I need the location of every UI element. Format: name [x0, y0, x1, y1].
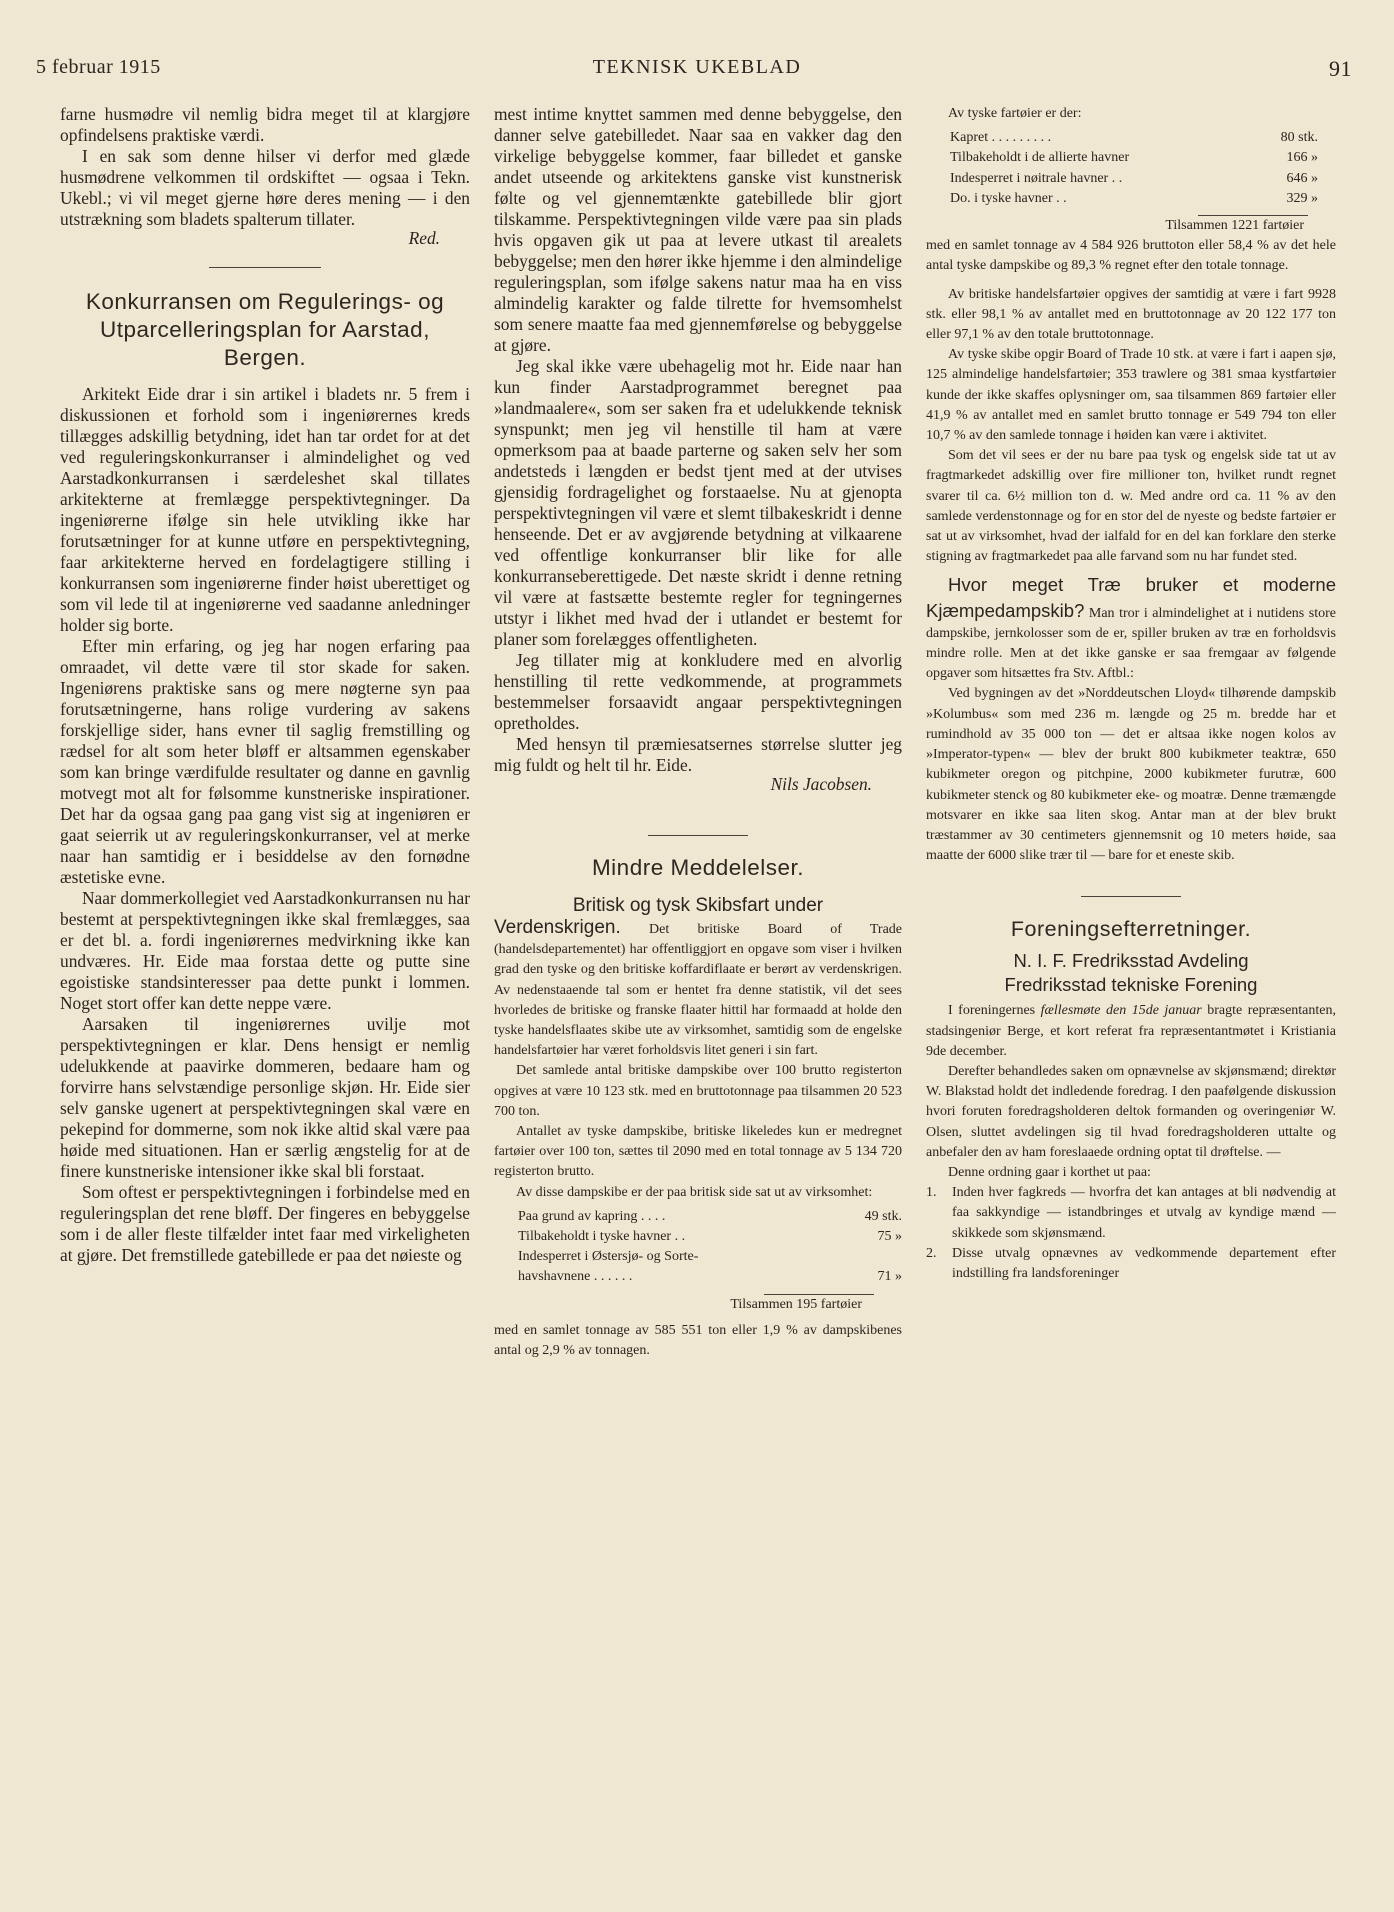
table-row-dots: . . . . . . — [590, 1269, 633, 1285]
paragraph: farne husmødre vil nemlig bidra meget til at klargjøre opfindelsens praktiske værdi. — [60, 104, 470, 145]
section-divider — [1081, 896, 1181, 897]
list-item-number: 2. — [926, 1245, 937, 1261]
table-row-value: 329 » — [1286, 190, 1318, 206]
table-row — [518, 1267, 902, 1287]
table-row-dots: . . — [1052, 190, 1067, 206]
paragraph: Ved bygningen av det »Norddeutschen Lloyd« tilhørende dampskib »Kolumbus« som med 236 m. længde og 25 m. bredde har et rumindhold av 35 000 ton — det er altsaa ikke nogen kolos av »Imperator-typen« — blev der brukt 800 kubikmeter teaktræ, 650 kubikmeter oregon og pitchpine, 2000 kubikmeter furutræ, 600 kubikmeter stenck og 80 kubikmeter eke- og moatræ. Denne træmængde motsvarer en ikke saa liten skog. Antar man at der blev brukt træstammer av 30 centimeters gjennemsnit og 10 meters høide, saa maatte der 6000 slike trær til — bare for et eneste skib. — [926, 686, 1336, 864]
table-row-label: Kapret — [950, 130, 989, 146]
german-ship-table — [926, 128, 1336, 209]
paragraph: Som det vil sees er der nu bare paa tysk og engelsk side tat ut av fragtmarkedet adskillig over fire millioner ton, hvilket rundt regnet svarer til ca. 6½ million ton d. w. Med andre ord ca. 11 % av den samlede verdenstonnage og for en stor del de nyeste og bedste fartøier er sat ut av virksomhet, hvad der ialfald for en del kan forklare den sterke stigning av fragtmarkedet paa alle farvand som nu har fundet sted. — [926, 448, 1336, 565]
subsection-title-runin: Verdenskrigen. — [494, 917, 621, 938]
table-row — [518, 1207, 902, 1227]
table-total: Tilsammen 1221 fartøier — [1165, 218, 1304, 234]
paragraph: Med hensyn til præmiesatsernes størrelse slutter jeg mig fuldt og helt til hr. Eide. — [494, 734, 902, 775]
table-row — [518, 1227, 902, 1247]
paragraph: Av disse dampskibe er der paa britisk side sat ut av virksomhet: — [516, 1184, 873, 1200]
list-item-number: 1. — [926, 1185, 937, 1201]
subsection-title: Fredriksstad tekniske Forening — [1004, 974, 1258, 996]
paragraph: mest intime knyttet sammen med denne bebyggelse, den danner selve gatebilledet. Naar saa en vakker dag den virkelige bebyggelse kommer, faar billedet et ganske andet utseende og arkitektens ganske vist kunstnerisk følte og vel gjennemtænkte gatebillede blir gjort tilskamme. Perspektivtegningen vilde være paa sin plads hvis opgaven gik ut paa at levere utkast til arealets bebyggelse; men den hører ikke hjemme i den almindelige reguleringsplan, som ifølge sakens natur maa ha en viss almindelig karakter og falde tilrette for hvemsomhelst som senere maatte faa med gjennemførelse og bebyggelse at gjøre. — [494, 104, 902, 355]
table-row-value: 166 » — [1286, 150, 1318, 166]
table-row-label: Do. i tyske havner — [950, 190, 1053, 206]
table-row-value: 75 » — [877, 1229, 902, 1245]
table-row — [950, 148, 1318, 168]
section-divider — [209, 267, 321, 268]
paragraph: Av tyske skibe opgir Board of Trade 10 stk. at være i fart i aapen sjø, 125 almindelige handelsfartøier; 353 trawlere og 381 smaa kystfartøier kunde der ikke skaffes oplysninger om, saa tilsammen 869 fartøier eller 41,9 % av antallet med en samlet brutto tonnage er 549 794 ton eller 10,7 % av den samlede tonnage i høiden kan være i aktivitet. — [926, 347, 1336, 444]
table-row-label: Paa grund av kapring — [518, 1208, 638, 1224]
paragraph: Antallet av tyske dampskibe, britiske likeledes kun er medregnet fartøier over 100 ton, sættes til 2090 med en total tonnage av 5 134 720 registerton brutto. — [494, 1124, 902, 1180]
paragraph-text: bragte repræsentanten, stadsingeniør Berge, et kort referat fra repræsentantmøtet i Kristiania 9de december. — [926, 1003, 1336, 1059]
issue-date: 5 februar 1915 — [36, 56, 161, 78]
table-row-value: 646 » — [1286, 170, 1318, 186]
paragraph: Efter min erfaring, og jeg har nogen erfaring paa omraadet, vil dette være til stor skade for saken. Ingeniørens praktiske sans og mere nøgterne syn paa forutsætningerne, hans rolige vurdering av sakens forskjellige sider, hans evner til saglig fremstilling og rædsel for alt som heter bløff er altsammen egenskaber som kan bringe værdifulde resultater og danne en gavnlig motvegt mot alt for følsomme kunstneriske inspirationer. Det har da ogsaa gang paa gang vist sig at ingeniøren er gaat seierrik ut av reguleringskonkurranser, vel at merke naar han samtidig er i besiddelse av den fornødne æstetiske evne. — [60, 636, 470, 887]
article-title: Konkurransen om Regulerings- og Utparcelleringsplan for Aarstad, Bergen. — [85, 289, 445, 370]
paragraph: Naar dommerkollegiet ved Aarstadkonkurransen nu har bestemt at perspektivtegningen ikke skal fremlægges, saa er det bl. a. fordi ingeniørernes medvirkning ikke kan undværes. Hr. Eide maa forstaa dette og putte sine egoistiske standsinteresser paa dette punkt i lommen. Noget stort offer kan dette neppe være. — [60, 888, 470, 1013]
subsection-title: N. I. F. Fredriksstad Avdeling — [1013, 950, 1249, 972]
section-title: Mindre Meddelelser. — [591, 855, 805, 880]
list-item — [926, 1244, 1336, 1284]
column-2 — [494, 104, 902, 1894]
paragraph: Denne ordning gaar i korthet ut paa: — [948, 1164, 1151, 1180]
table-row-dots: . . . . . . . . . — [988, 130, 1052, 146]
table-row — [950, 169, 1318, 189]
paragraph: med en samlet tonnage av 585 551 ton eller 1,9 % av dampskibenes antal og 2,9 % av tonnagen. — [494, 1322, 902, 1359]
table-row-label: Indesperret i nøitrale havner — [950, 170, 1109, 186]
paragraph: Jeg skal ikke være ubehagelig mot hr. Eide naar han kun finder Aarstadprogrammet beregnet paa »landmaalere«, som ser saken fra et udelukkende teknisk synspunkt; men jeg vil henstille til ham at være opmerksom paa at baade parterne og saken selv her som andetsteds i længden er bedst tjent med at der utvises gjensidig fordragelighet og forstaaelse. Nu at gjenopta perspektivtegningen vil være et slemt tilbakeskridt i denne henseende. Det er av avgjørende betydning at vilkaarene ved offentlige konkurranser blir like for alle konkurranseberettigede. Det næste skridt i denne retning vil være at fastsætte bestemte regler for tegningernes utstyr i likhet med hvad der i utlandet er bestemt for planer som forelægges offentligheten. — [494, 356, 902, 649]
table-row — [950, 189, 1318, 209]
paragraph: Aarsaken til ingeniørernes uvilje mot perspektivtegningen er klar. Dens hensigt er nemlig udelukkende at paavirke dommeren, bedaare ham og forvirre hans selvstændige personlige skjøn. Hr. Eide sier selv ganske ugenert at perspektivtegningen skal være en pekepind for dommerne, som nok ikke altid skal være paa høide med situationen. Han er særlig ængstelig for at de finere kunstneriske intensioner ikke skal bli forstaat. — [60, 1014, 470, 1181]
subsection-title: Britisk og tysk Skibsfart under — [572, 895, 824, 916]
numbered-list — [926, 1183, 1336, 1284]
paragraph: Det samlede antal britiske dampskibe over 100 brutto registerton opgives at være 10 123 stk. med en bruttotonnage paa tilsammen 20 523 700 ton. — [494, 1063, 902, 1119]
british-ship-table — [494, 1207, 902, 1288]
paragraph-text: I foreningernes — [948, 1003, 1036, 1019]
table-row-dots: . . — [671, 1229, 686, 1245]
page-number: 91 — [1329, 56, 1352, 81]
list-item-text: Disse utvalg opnævnes av vedkommende departement efter indstilling fra landsforeninger — [952, 1245, 1336, 1281]
table-row-value: 80 stk. — [1280, 130, 1318, 146]
paragraph: Arkitekt Eide drar i sin artikel i bladets nr. 5 frem i diskussionen et forhold som i ingeniørernes kreds tillægges adskillig betydning, idet han tar ordet for at det ved reguleringskonkurranser i almindelighet og ved Aarstadkonkurransen i særdeleshet skal tillates arkitekterne at fremlægge perspektivtegninger. Da ingeniørerne ifølge sin hele utvikling ikke har forutsætninger for at kunne utføre en perspektivtegning, faar arkitekterne herved en fordelagtigere stilling i konkurransen som ingeniørerne finder høist uberettiget og som vil lede til at ingeniørerne ved saadanne anledninger holder sig borte. — [60, 384, 470, 635]
column-1 — [60, 104, 470, 1894]
table-row-label: Tilbakeholdt i de allierte havner — [950, 150, 1130, 166]
signature-red: Red. — [408, 228, 440, 248]
paragraph: Derefter behandledes saken om opnævnelse av skjønsmænd; direktør W. Blakstad holdt det indledende foredrag. I den paafølgende diskussion hvori foruten foredragsholderen deltok formanden og overingeniør W. Olsen, sluttet avdelingen sig til hvad foredragsholderen uttalte og anbefaler den av ham foreslaaede ordning optat til drøftelse. — — [926, 1063, 1336, 1160]
section-title: Foreningsefterretninger. — [1010, 917, 1252, 942]
list-item — [926, 1183, 1336, 1244]
list-item-text: Inden hver fagkreds — hvorfra det kan antages at bli nødvendig at faa sakkyndige — istandbringes et utvalg av kyndige mænd — skikkede som skjønsmænd. — [952, 1185, 1336, 1241]
paragraph — [494, 918, 902, 1061]
paragraph: Jeg tillater mig at konkludere med en alvorlig henstilling til rette vedkommende, at programmets bestemmelser forsaavidt angaar perspektivtegningen opretholdes. — [494, 650, 902, 733]
paragraph — [926, 573, 1336, 684]
table-row — [518, 1247, 902, 1267]
paragraph-text: Man tror i almindelighet at i nutidens store dampskibe, jernkolosser som de er, spiller bruken av træ en forholdsvis mindre rolle. Men at det ikke ganske er saa fremgaar av følgende opgaver som hitsættes fra Stv. Aftbl.: — [926, 605, 1336, 682]
paragraph: Av britiske handelsfartøier opgives der samtidig at være i fart 9928 stk. eller 98,1 % av antallet med en bruttotonnage av 20 122 177 ton eller 97,1 % av den totale bruttotonnage. — [926, 286, 1336, 343]
table-row-label: Tilbakeholdt i tyske havner — [518, 1229, 672, 1245]
table-row-dots: . . — [1108, 170, 1123, 186]
table-row-label: Indesperret i Østersjø- og Sorte- — [518, 1249, 699, 1265]
signature-author: Nils Jacobsen. — [770, 774, 872, 794]
paragraph: Som oftest er perspektivtegningen i forbindelse med en reguleringsplan det rene bløff. Der fingeres en bebyggelse som i de aller fleste tilfælder intet faar med virkeligheten at gjøre. Det fremstillede gatebillede er paa det nøieste og — [60, 1182, 470, 1265]
table-row-value: 49 stk. — [864, 1208, 902, 1224]
paragraph: med en samlet tonnage av 4 584 926 bruttoton eller 58,4 % av det hele antal tyske dampskibe og 89,3 % regnet efter den totale tonnage. — [926, 238, 1336, 274]
table-row-value: 71 » — [877, 1269, 902, 1285]
paragraph-italic: fællesmøte den 15de januar — [1040, 1003, 1202, 1019]
table-total: Tilsammen 195 fartøier — [730, 1296, 862, 1312]
table-row — [950, 128, 1318, 148]
paragraph-text: Det britiske Board of Trade (handelsdepartementet) har offentliggjort en opgave som viser i hvilken grad den tyske og den britiske koffardiflaate er berørt av verdenskrigen. Av nedenstaaende tal som er hentet fra denne statistik, vil det sees hvorledes de britiske og franske flaater hittil har formaadd at holde den tyske handelsflaates skibe ute av virksomhet, samtidig som de engelske handelsfartøier har været forholdsvis litet generi i sin fart. — [494, 922, 902, 1059]
column-3 — [926, 104, 1336, 1894]
journal-title: TEKNISK UKEBLAD — [592, 56, 802, 78]
subsection-title: Hvor meget Træ bruker et moderne Kjæmpedampskib? — [926, 574, 1336, 621]
paragraph: Av tyske fartøier er der: — [948, 106, 1082, 121]
paragraph: I en sak som denne hilser vi derfor med glæde husmødrene velkommen til ordskiftet — ogsaa i Tekn. Ukebl.; vi vil meget gjerne høre deres mening — i den utstrækning som bladets spalterum tillater. — [60, 146, 470, 229]
paragraph — [926, 1001, 1336, 1062]
table-row-label: havshavnene — [518, 1269, 591, 1285]
table-row-dots: . . . . — [637, 1208, 666, 1224]
section-divider — [648, 835, 748, 836]
